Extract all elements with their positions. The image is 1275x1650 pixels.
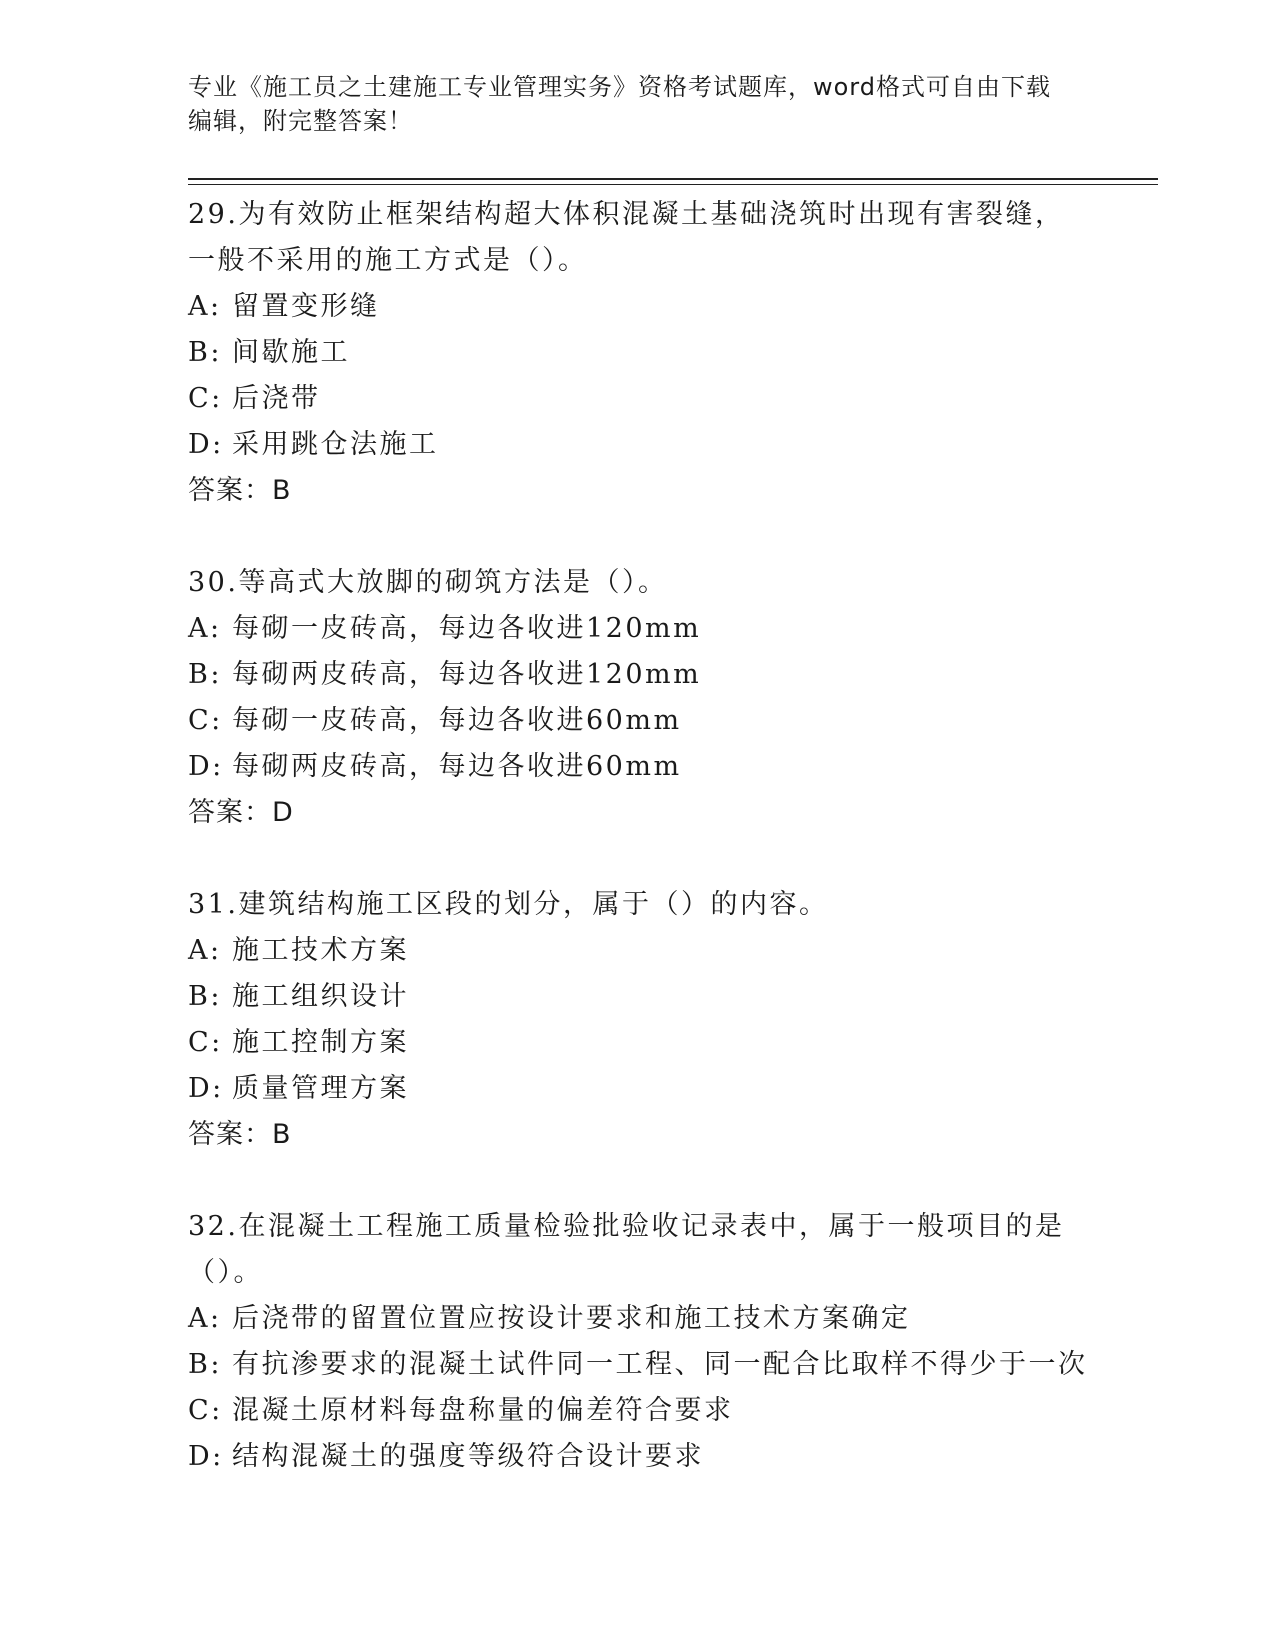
option-c (188, 376, 1088, 422)
option-c (188, 698, 1088, 744)
question-30 (188, 560, 1088, 836)
option-d (188, 744, 1088, 790)
option-b (188, 974, 1088, 1020)
option-d (188, 1434, 1088, 1480)
option-text: 每砌两皮砖高，每边各收进120mm (232, 659, 702, 690)
option-text: 留置变形缝 (232, 291, 380, 322)
question-stem: 30.等高式大放脚的砌筑方法是（）。 (188, 567, 668, 598)
option-key: C: (188, 705, 223, 736)
option-key: B: (188, 981, 222, 1012)
option-a (188, 1296, 1088, 1342)
option-text: 每砌一皮砖高，每边各收进120mm (232, 613, 702, 644)
document-header: 专业《施工员之土建施工专业管理实务》资格考试题库，word格式可自由下载编辑，附完整答案！ (188, 73, 1051, 135)
option-text: 采用跳仓法施工 (232, 429, 439, 460)
question-list (188, 192, 1088, 1526)
option-b (188, 1342, 1088, 1388)
option-text: 质量管理方案 (232, 1073, 409, 1104)
option-text: 施工控制方案 (232, 1027, 409, 1058)
answer: 答案：B (188, 1119, 292, 1150)
option-a (188, 606, 1088, 652)
question-29 (188, 192, 1088, 514)
question-stem: 31.建筑结构施工区段的划分，属于（）的内容。 (188, 889, 829, 920)
option-key: A: (188, 935, 222, 966)
option-c (188, 1020, 1088, 1066)
option-key: B: (188, 1349, 222, 1380)
option-key: B: (188, 337, 222, 368)
option-text: 有抗渗要求的混凝土试件同一工程、同一配合比取样不得少于一次 (232, 1349, 1088, 1380)
option-text: 施工技术方案 (232, 935, 409, 966)
option-key: B: (188, 659, 222, 690)
option-key: C: (188, 383, 223, 414)
option-a (188, 928, 1088, 974)
option-b (188, 330, 1088, 376)
option-key: C: (188, 1027, 223, 1058)
option-b (188, 652, 1088, 698)
header-divider-thick (188, 178, 1158, 180)
option-text: 每砌两皮砖高，每边各收进60mm (232, 751, 682, 782)
question-stem: 32.在混凝土工程施工质量检验批验收记录表中，属于一般项目的是（）。 (188, 1211, 1065, 1288)
question-32 (188, 1204, 1088, 1480)
option-text: 间歇施工 (232, 337, 350, 368)
option-a (188, 284, 1088, 330)
option-key: A: (188, 291, 222, 322)
option-text: 结构混凝土的强度等级符合设计要求 (232, 1441, 704, 1472)
option-key: D: (188, 1441, 224, 1472)
question-31 (188, 882, 1088, 1158)
answer: 答案：D (188, 797, 294, 828)
option-key: D: (188, 1073, 224, 1104)
option-text: 混凝土原材料每盘称量的偏差符合要求 (232, 1395, 734, 1426)
option-key: D: (188, 751, 224, 782)
option-text: 每砌一皮砖高，每边各收进60mm (232, 705, 682, 736)
option-key: A: (188, 1303, 222, 1334)
option-key: D: (188, 429, 224, 460)
answer: 答案：B (188, 475, 292, 506)
header-divider-thin (188, 184, 1158, 185)
question-stem: 29.为有效防止框架结构超大体积混凝土基础浇筑时出现有害裂缝，一般不采用的施工方式是（）。 (188, 199, 1065, 276)
option-text: 施工组织设计 (232, 981, 409, 1012)
option-c (188, 1388, 1088, 1434)
option-d (188, 422, 1088, 468)
option-key: C: (188, 1395, 223, 1426)
option-text: 后浇带的留置位置应按设计要求和施工技术方案确定 (232, 1303, 911, 1334)
option-d (188, 1066, 1088, 1112)
option-text: 后浇带 (232, 383, 321, 414)
option-key: A: (188, 613, 222, 644)
